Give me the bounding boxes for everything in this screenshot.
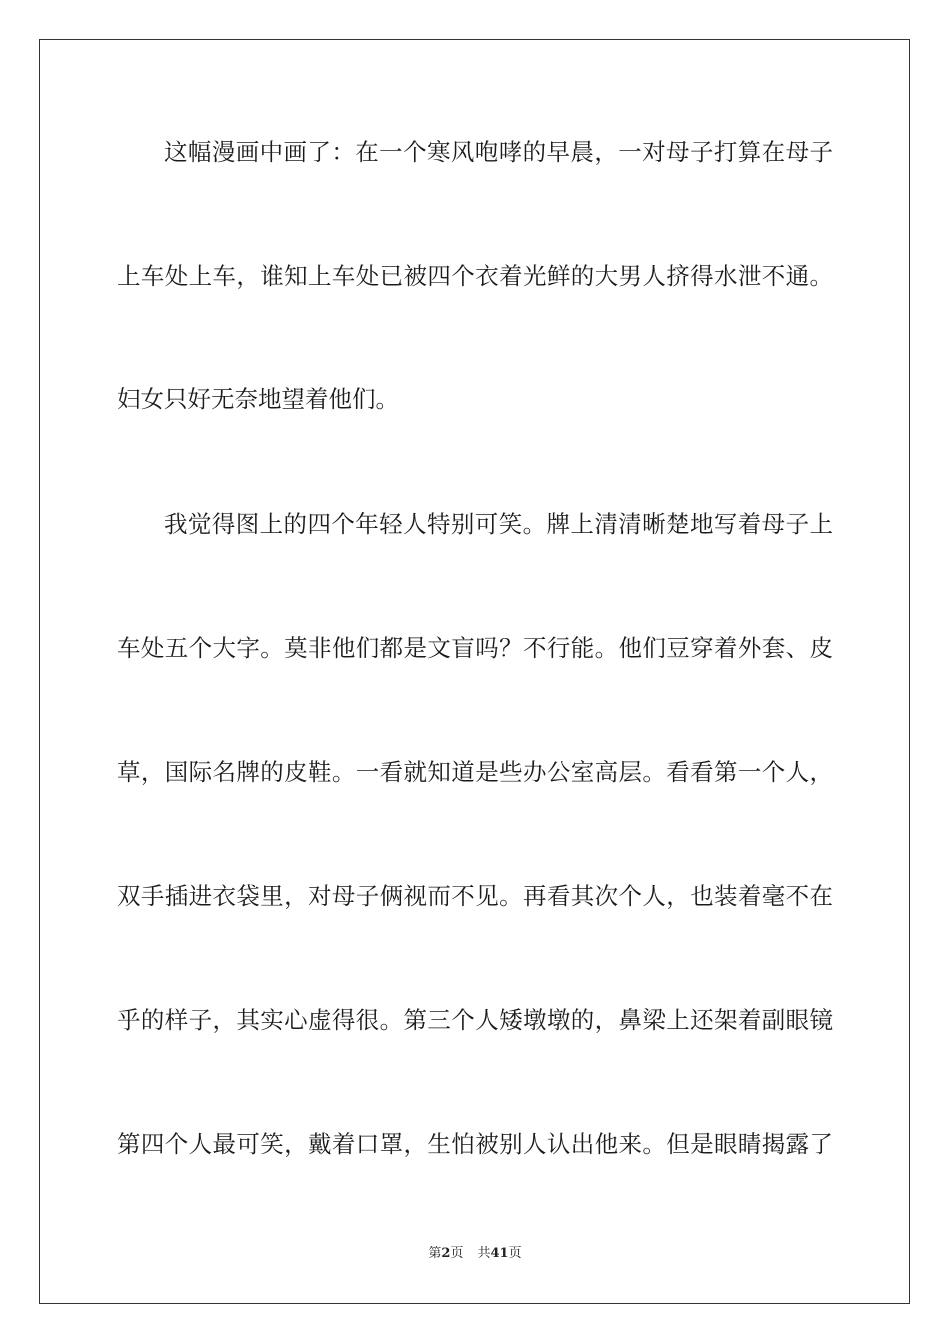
paragraph-1-line-2: 上车处上车，谁知上车处已被四个衣着光鲜的大男人挤得水泄不通。	[117, 262, 833, 290]
paragraph-2-line-4: 双手插进衣袋里，对母子俩视而不见。再看其次个人，也装着毫不在	[117, 882, 833, 910]
paragraph-2-line-1: 我觉得图上的四个年轻人特别可笑。牌上清清晰楚地写着母子上	[164, 510, 833, 538]
paragraph-2-line-2: 车处五个大字。莫非他们都是文盲吗？不行能。他们豆穿着外套、皮	[117, 634, 833, 662]
page-footer	[0, 1246, 950, 1262]
paragraph-2-line-6: 第四个人最可笑，戴着口罩，生怕被别人认出他来。但是眼睛揭露了	[117, 1130, 833, 1158]
paragraph-2-line-5: 乎的样子，其实心虚得很。第三个人矮墩墩的，鼻梁上还架着副眼镜	[117, 1006, 833, 1034]
total-prefix: 共	[477, 1246, 491, 1261]
page-prefix: 第	[428, 1246, 442, 1261]
page-suffix: 页	[450, 1246, 464, 1261]
paragraph-1-line-3: 妇女只好无奈地望着他们。	[117, 385, 399, 413]
paragraph-2-line-3: 草，国际名牌的皮鞋。一看就知道是些办公室高层。看看第一个人，	[117, 758, 833, 786]
paragraph-1-line-1: 这幅漫画中画了：在一个寒风咆哮的早晨，一对母子打算在母子	[164, 138, 833, 166]
total-suffix: 页	[508, 1246, 522, 1261]
page-border	[39, 39, 910, 1304]
page-number: 2	[441, 1246, 451, 1261]
total-pages: 41	[490, 1246, 509, 1261]
